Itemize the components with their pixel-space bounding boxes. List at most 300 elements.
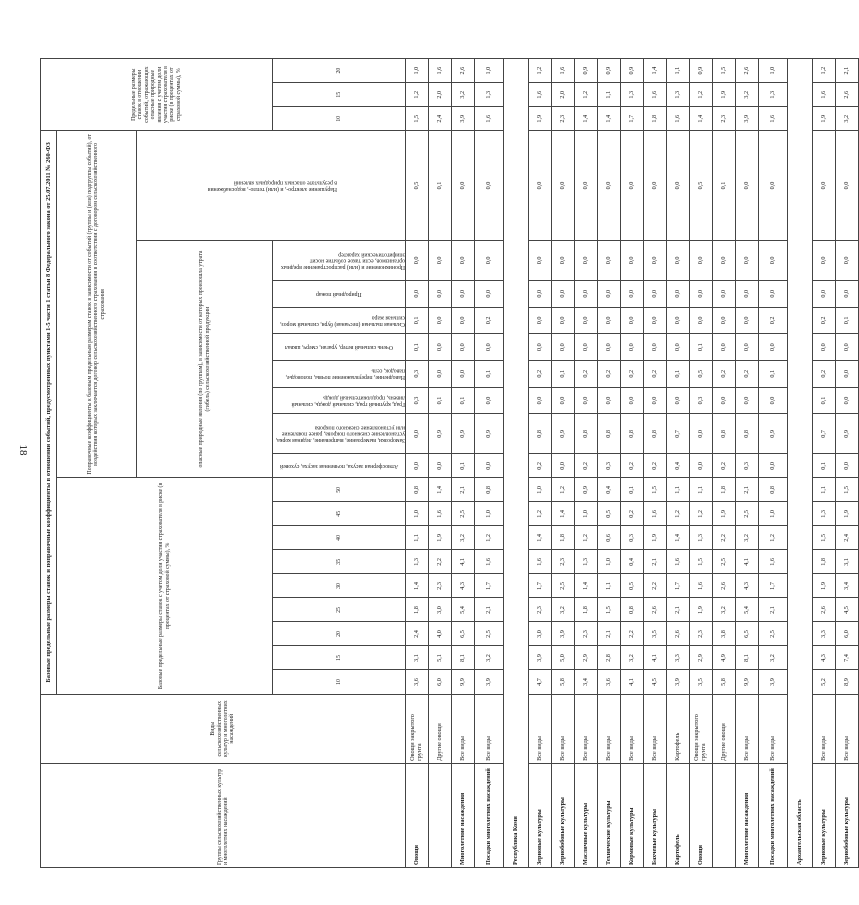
coefficient-cell: 0,2 <box>575 454 598 478</box>
coefficient-cell: 0,0 <box>736 307 759 334</box>
base-rate-cell: 2,1 <box>759 598 788 622</box>
base-rate-cell: 2,5 <box>452 502 475 526</box>
coefficient-cell: 0,0 <box>575 387 598 414</box>
coefficient-cell: 0,3 <box>406 360 429 387</box>
coefficient-cell: 0,2 <box>621 454 644 478</box>
base-rate-cell: 1,4 <box>429 478 452 502</box>
base-rate-cell: 1,6 <box>690 574 713 598</box>
base-rate-cell: 1,0 <box>759 502 788 526</box>
limit-rate-cell: 1,5 <box>713 59 736 83</box>
coefficient-cell: 0,2 <box>759 307 788 334</box>
share-header: 10 <box>273 670 406 694</box>
limit-rate-cell: 1,2 <box>575 83 598 107</box>
coefficient-cell: 0,3 <box>406 387 429 414</box>
base-rate-cell: 1,9 <box>813 574 836 598</box>
crop-group: Зернобобовые культуры <box>836 763 859 867</box>
crop-kind: Все виды <box>836 694 859 763</box>
coefficient-cell: 0,0 <box>475 280 504 307</box>
base-rate-cell: 1,3 <box>575 550 598 574</box>
coefficient-cell: 0,0 <box>644 387 667 414</box>
base-rate-cell: 2,2 <box>713 526 736 550</box>
base-rate-cell: 2,5 <box>759 622 788 646</box>
limit-rate-cell: 2,4 <box>429 107 452 131</box>
coefficient-cell: 0,0 <box>621 334 644 361</box>
base-rate-cell: 1,8 <box>713 478 736 502</box>
base-rate-cell: 4,5 <box>836 598 859 622</box>
base-rate-cell: 3,9 <box>475 670 504 694</box>
coef-col-header: Атмосферная засуха, почвенная засуха, суховей <box>273 454 406 478</box>
coefficient-cell: 0,9 <box>475 414 504 454</box>
base-rate-cell: 1,0 <box>529 478 552 502</box>
base-rate-cell: 1,9 <box>836 502 859 526</box>
base-rate-cell: 2,1 <box>475 598 504 622</box>
base-rate-cell: 1,0 <box>598 550 621 574</box>
base-rate-cell: 1,5 <box>598 598 621 622</box>
base-rate-cell: 6,0 <box>836 622 859 646</box>
coefficient-cell: 0,0 <box>452 240 475 280</box>
base-rate-cell: 8,1 <box>452 646 475 670</box>
rates-table <box>40 58 859 868</box>
limit-rate-cell: 1,3 <box>667 83 690 107</box>
coefficient-cell: 0,0 <box>598 334 621 361</box>
coefficient-cell: 0,1 <box>759 360 788 387</box>
base-rate-cell: 1,5 <box>836 478 859 502</box>
region-name: Республика Коми <box>504 59 529 868</box>
base-rate-cell: 1,6 <box>759 550 788 574</box>
base-rate-cell: 5,8 <box>552 670 575 694</box>
base-rate-cell: 2,1 <box>736 478 759 502</box>
base-rate-cell: 1,2 <box>552 478 575 502</box>
base-rate-cell: 0,1 <box>621 478 644 502</box>
crop-kind: Все виды <box>644 694 667 763</box>
limit-rate-cell: 1,6 <box>644 83 667 107</box>
base-rate-cell: 5,8 <box>713 670 736 694</box>
base-rate-cell: 2,3 <box>575 622 598 646</box>
base-rate-cell: 3,6 <box>406 670 429 694</box>
base-rate-cell: 0,8 <box>475 478 504 502</box>
coefficient-cell: 0,0 <box>429 360 452 387</box>
table-row <box>759 59 788 868</box>
base-rate-cell: 6,0 <box>429 670 452 694</box>
coefficient-cell: 0,2 <box>644 360 667 387</box>
coefficient-cell: 0,0 <box>598 387 621 414</box>
limit-share-header: 15 <box>273 83 406 107</box>
limit-rate-cell: 3,9 <box>736 107 759 131</box>
base-rate-cell: 3,2 <box>759 646 788 670</box>
coefficient-cell: 0,9 <box>552 414 575 454</box>
region-row <box>788 59 813 868</box>
coefficient-cell: 0,2 <box>475 307 504 334</box>
share-header: 40 <box>273 526 406 550</box>
coefficient-cell: 0,0 <box>667 280 690 307</box>
base-rate-cell: 8,1 <box>736 646 759 670</box>
table-row <box>667 59 690 868</box>
coefficient-cell: 0,1 <box>813 454 836 478</box>
base-rate-cell: 3,2 <box>452 526 475 550</box>
base-rate-cell: 3,2 <box>713 598 736 622</box>
share-header: 20 <box>273 622 406 646</box>
limit-rate-cell: 1,1 <box>667 59 690 83</box>
coefficient-cell: 0,0 <box>452 360 475 387</box>
coefficient-cell: 0,1 <box>552 360 575 387</box>
limit-share-header: 20 <box>273 59 406 83</box>
base-rate-cell: 2,5 <box>552 574 575 598</box>
table-row <box>529 59 552 868</box>
base-rate-cell: 3,9 <box>552 622 575 646</box>
base-rate-cell: 3,3 <box>813 622 836 646</box>
coef-col-header: Очень сильный ветер, ураган, смерч, шквал <box>273 334 406 361</box>
table-row <box>690 59 713 868</box>
coefficient-cell: 0,0 <box>575 240 598 280</box>
limit-rate-cell: 3,9 <box>452 107 475 131</box>
base-rate-cell: 4,5 <box>644 670 667 694</box>
crop-kind: Все виды <box>552 694 575 763</box>
coefficient-cell: 0,0 <box>552 240 575 280</box>
base-rate-cell: 2,3 <box>690 622 713 646</box>
base-rate-cell: 1,7 <box>667 574 690 598</box>
coefficient-cell: 0,0 <box>759 240 788 280</box>
coefficient-cell: 0,2 <box>813 307 836 334</box>
base-rate-cell: 9,9 <box>452 670 475 694</box>
base-rate-cell: 1,7 <box>475 574 504 598</box>
base-rate-cell: 2,2 <box>429 550 452 574</box>
coefficient-cell: 0,7 <box>813 414 836 454</box>
base-rate-cell: 1,5 <box>644 478 667 502</box>
base-rate-cell: 1,6 <box>644 502 667 526</box>
table-body <box>406 59 859 868</box>
coefficient-cell: 0,0 <box>813 240 836 280</box>
coefficient-cell: 0,0 <box>429 307 452 334</box>
base-rate-cell: 3,2 <box>736 526 759 550</box>
coefficient-cell: 0,5 <box>690 131 713 241</box>
base-rate-cell: 4,1 <box>736 550 759 574</box>
coefficient-cell: 0,0 <box>736 240 759 280</box>
coefficient-cell: 0,2 <box>644 454 667 478</box>
coefficient-cell: 0,0 <box>621 387 644 414</box>
base-rate-cell: 1,4 <box>575 574 598 598</box>
coefficient-cell: 0,1 <box>429 387 452 414</box>
base-rate-cell: 6,5 <box>736 622 759 646</box>
coefficient-cell: 0,2 <box>529 454 552 478</box>
limit-rate-cell: 2,3 <box>713 107 736 131</box>
base-rate-cell: 1,9 <box>713 502 736 526</box>
base-rate-cell: 1,3 <box>690 526 713 550</box>
coefficient-cell: 0,0 <box>644 307 667 334</box>
base-rate-cell: 1,0 <box>575 502 598 526</box>
coef-col-header: Сильная пыльная (песчаная) буря, сильный мороз, сильная жара <box>273 307 406 334</box>
coefficient-cell: 0,0 <box>813 334 836 361</box>
coefficient-cell: 0,0 <box>621 131 644 241</box>
coefficient-cell: 0,0 <box>836 280 859 307</box>
limit-rate-cell: 1,2 <box>529 59 552 83</box>
table-row <box>713 59 736 868</box>
coefficient-cell: 0,8 <box>644 414 667 454</box>
limit-rate-cell: 1,3 <box>621 83 644 107</box>
coefficient-cell: 0,0 <box>713 307 736 334</box>
document-sheet <box>40 58 850 868</box>
coefficient-cell: 0,2 <box>575 360 598 387</box>
base-rate-cell: 2,9 <box>690 646 713 670</box>
base-rate-cell: 1,4 <box>406 574 429 598</box>
base-rate-cell: 0,4 <box>598 478 621 502</box>
limit-rate-cell: 1,6 <box>759 107 788 131</box>
crop-kind: Все виды <box>736 694 759 763</box>
base-rate-cell: 3,0 <box>429 598 452 622</box>
coefficient-cell: 0,5 <box>690 360 713 387</box>
coefficient-cell: 0,0 <box>552 387 575 414</box>
coefficient-cell: 0,5 <box>406 131 429 241</box>
limit-rate-cell: 1,6 <box>813 83 836 107</box>
coefficient-cell: 0,7 <box>667 414 690 454</box>
base-rate-cell: 4,3 <box>736 574 759 598</box>
coefficient-cell: 0,0 <box>836 334 859 361</box>
share-header: 15 <box>273 646 406 670</box>
base-rate-cell: 1,3 <box>406 550 429 574</box>
col-group-header: Группы сельскохозяйственных культур и многолетних насаждений <box>41 763 406 867</box>
coefficient-cell: 0,8 <box>736 414 759 454</box>
crop-kind: Все виды <box>475 694 504 763</box>
coefficient-cell: 0,0 <box>690 240 713 280</box>
base-rate-cell: 2,4 <box>406 622 429 646</box>
base-rate-cell: 0,3 <box>621 526 644 550</box>
crop-kind: Все виды <box>621 694 644 763</box>
crop-group: Овощи <box>690 763 713 867</box>
base-rate-cell: 5,0 <box>552 646 575 670</box>
coefficient-cell: 0,0 <box>429 454 452 478</box>
coef-col-header: Наводнение, переувлажнение почвы, половодье, паводок, сель <box>273 360 406 387</box>
coefficient-cell: 0,2 <box>713 360 736 387</box>
coefficient-cell: 0,0 <box>575 280 598 307</box>
coefficient-cell: 0,0 <box>667 387 690 414</box>
coefficient-cell: 0,4 <box>667 454 690 478</box>
table-row <box>598 59 621 868</box>
coefficient-cell: 0,8 <box>598 414 621 454</box>
base-rate-cell: 3,9 <box>759 670 788 694</box>
limit-rate-cell: 1,6 <box>429 59 452 83</box>
base-rate-cell: 1,1 <box>406 526 429 550</box>
coefficient-cell: 0,1 <box>406 334 429 361</box>
region-row <box>504 59 529 868</box>
base-rate-cell: 4,0 <box>429 622 452 646</box>
coefficient-cell: 0,0 <box>529 334 552 361</box>
base-rate-cell: 1,2 <box>759 526 788 550</box>
base-rate-cell: 1,8 <box>406 598 429 622</box>
crop-group: Масличные культуры <box>575 763 598 867</box>
crop-group: Кормовые культуры <box>621 763 644 867</box>
base-rate-cell: 2,5 <box>736 502 759 526</box>
base-rate-cell: 0,6 <box>598 526 621 550</box>
coefficient-cell: 0,0 <box>452 334 475 361</box>
base-rate-cell: 1,1 <box>690 478 713 502</box>
coefficient-cell: 0,0 <box>713 240 736 280</box>
coefficient-cell: 0,0 <box>575 307 598 334</box>
base-rate-cell: 2,6 <box>667 622 690 646</box>
table-row <box>813 59 836 868</box>
coef-col-header: Град, крупный град, сильный дождь, сильный ливень, продолжительный дождь <box>273 387 406 414</box>
coefficient-cell: 0,0 <box>644 280 667 307</box>
base-rate-cell: 1,8 <box>552 526 575 550</box>
coefficient-cell: 0,0 <box>736 280 759 307</box>
coefficient-cell: 0,0 <box>429 240 452 280</box>
base-rate-cell: 3,4 <box>575 670 598 694</box>
crop-kind: Другие овощи <box>429 694 452 763</box>
base-rate-cell: 2,5 <box>475 622 504 646</box>
crop-kind: Все виды <box>759 694 788 763</box>
coefficient-cell: 0,0 <box>836 454 859 478</box>
share-header: 25 <box>273 598 406 622</box>
crop-group <box>429 763 452 867</box>
limit-rate-cell: 1,7 <box>621 107 644 131</box>
table-row <box>621 59 644 868</box>
base-rate-cell: 2,3 <box>429 574 452 598</box>
base-rate-cell: 3,2 <box>475 646 504 670</box>
coefficient-cell: 0,2 <box>813 360 836 387</box>
limit-rate-cell: 1,1 <box>598 83 621 107</box>
crop-kind: Овощи закрытого грунта <box>406 694 429 763</box>
coefficient-cell: 0,0 <box>644 240 667 280</box>
coefficient-cell: 0,8 <box>713 414 736 454</box>
base-rate-cell: 5,1 <box>429 646 452 670</box>
base-rate-cell: 3,1 <box>836 550 859 574</box>
limit-rate-cell: 1,0 <box>759 59 788 83</box>
base-rate-cell: 1,1 <box>598 574 621 598</box>
region-name: Архангельская область <box>788 59 813 868</box>
base-rate-cell: 8,9 <box>836 670 859 694</box>
coefficient-cell: 0,0 <box>552 454 575 478</box>
base-rate-cell: 4,1 <box>621 670 644 694</box>
limit-rate-cell: 1,5 <box>406 107 429 131</box>
coef-col-header: Природный пожар <box>273 280 406 307</box>
coefficient-cell: 0,0 <box>690 454 713 478</box>
base-rate-cell: 0,4 <box>621 550 644 574</box>
base-rate-cell: 2,4 <box>836 526 859 550</box>
coefficient-cell: 0,0 <box>475 387 504 414</box>
coefficient-cell: 0,0 <box>598 240 621 280</box>
base-rate-cell: 3,2 <box>552 598 575 622</box>
coefficient-cell: 0,0 <box>621 307 644 334</box>
base-rate-cell: 2,3 <box>529 598 552 622</box>
crop-kind: Все виды <box>575 694 598 763</box>
limit-rate-cell: 2,0 <box>429 83 452 107</box>
coefficient-cell: 0,1 <box>475 360 504 387</box>
base-rate-cell: 3,0 <box>529 622 552 646</box>
coefficient-cell: 0,0 <box>759 131 788 241</box>
base-rates-header: Базовые предельные размеры ставок с учетом доли участия страхователя в риске (в процентах от страховой суммы), % <box>57 478 273 694</box>
limit-rate-cell: 1,6 <box>552 59 575 83</box>
coefficient-cell: 0,0 <box>759 387 788 414</box>
base-rate-cell: 3,8 <box>713 622 736 646</box>
base-rate-cell: 5,4 <box>736 598 759 622</box>
crop-kind: Другие овощи <box>713 694 736 763</box>
coefficient-cell: 0,0 <box>836 360 859 387</box>
base-rate-cell: 1,8 <box>813 550 836 574</box>
coefficient-cell: 0,0 <box>475 454 504 478</box>
limit-rate-cell: 1,4 <box>598 107 621 131</box>
coefficient-cell: 0,1 <box>690 334 713 361</box>
base-rate-cell: 9,9 <box>736 670 759 694</box>
base-rate-cell: 2,1 <box>644 550 667 574</box>
limit-rate-cell: 1,4 <box>690 107 713 131</box>
limit-rate-cell: 3,2 <box>836 107 859 131</box>
crop-group: Зерновые культуры <box>529 763 552 867</box>
coefficient-cell: 0,1 <box>452 454 475 478</box>
table-row <box>452 59 475 868</box>
limit-rate-cell: 1,0 <box>406 59 429 83</box>
coefficient-cell: 0,2 <box>621 360 644 387</box>
table-row <box>836 59 859 868</box>
base-rate-cell: 4,1 <box>644 646 667 670</box>
limit-rate-cell: 1,9 <box>813 107 836 131</box>
base-rate-cell: 2,8 <box>598 646 621 670</box>
base-rate-cell: 1,7 <box>529 574 552 598</box>
coefficient-cell: 0,0 <box>667 334 690 361</box>
coefficient-cell: 0,0 <box>529 387 552 414</box>
base-rate-cell: 3,1 <box>406 646 429 670</box>
base-rate-cell: 2,9 <box>575 646 598 670</box>
coef-col-header: Проникновение и (или) распространение вредных организмов, если такое событие носит эпифитотический характер <box>273 240 406 280</box>
coefficient-cell: 0,0 <box>529 280 552 307</box>
coefficient-cell: 0,0 <box>575 334 598 361</box>
crop-group: Многолетние насаждения <box>452 763 475 867</box>
coefficient-cell: 0,0 <box>836 387 859 414</box>
base-rate-cell: 3,5 <box>644 622 667 646</box>
coefficient-cell: 0,3 <box>690 387 713 414</box>
coefficient-cell: 0,3 <box>598 454 621 478</box>
coefficient-cell: 0,0 <box>644 334 667 361</box>
limit-rate-cell: 2,3 <box>552 107 575 131</box>
coefficient-cell: 0,0 <box>429 280 452 307</box>
base-rate-cell: 1,2 <box>475 526 504 550</box>
table-title: Базовые предельные размеры ставок и поправочные коэффициенты в отношении событий, предусмотренных пунктами 1-5 части 1 статьи 8 Федерального закона от 25.07.2011 № 260-ФЗ <box>41 131 57 694</box>
table-row <box>406 59 429 868</box>
base-rate-cell: 1,6 <box>429 502 452 526</box>
coefficient-cell: 0,0 <box>836 131 859 241</box>
limit-rate-cell: 3,2 <box>736 83 759 107</box>
crop-kind: Картофель <box>667 694 690 763</box>
base-rate-cell: 1,5 <box>690 550 713 574</box>
table-head <box>41 59 406 868</box>
base-rate-cell: 3,5 <box>690 670 713 694</box>
share-header: 50 <box>273 478 406 502</box>
base-rate-cell: 1,3 <box>813 502 836 526</box>
coefficient-cell: 0,0 <box>406 240 429 280</box>
coefficient-cell: 0,2 <box>598 360 621 387</box>
base-rate-cell: 5,2 <box>813 670 836 694</box>
coefficient-cell: 0,1 <box>836 307 859 334</box>
limit-rate-cell: 1,9 <box>713 83 736 107</box>
limit-share-header: 10 <box>273 107 406 131</box>
coefficient-cell: 0,9 <box>836 414 859 454</box>
base-rate-cell: 3,4 <box>836 574 859 598</box>
base-rate-cell: 1,2 <box>690 502 713 526</box>
coefficient-cell: 0,0 <box>667 131 690 241</box>
coefficient-cell: 0,1 <box>452 387 475 414</box>
coefficient-cell: 0,9 <box>452 414 475 454</box>
base-rate-cell: 4,7 <box>529 670 552 694</box>
limit-rate-cell: 1,0 <box>475 59 504 83</box>
base-rate-cell: 4,1 <box>452 550 475 574</box>
crop-group <box>713 763 736 867</box>
base-rate-cell: 3,3 <box>667 646 690 670</box>
base-rate-cell: 2,1 <box>667 598 690 622</box>
coefficient-cell: 0,1 <box>429 131 452 241</box>
limit-rate-cell: 1,3 <box>475 83 504 107</box>
limit-rate-cell: 1,2 <box>406 83 429 107</box>
limit-rate-cell: 1,6 <box>475 107 504 131</box>
base-rate-cell: 1,2 <box>529 502 552 526</box>
base-rate-cell: 0,5 <box>621 574 644 598</box>
crop-kind: Овощи закрытого грунта <box>690 694 713 763</box>
